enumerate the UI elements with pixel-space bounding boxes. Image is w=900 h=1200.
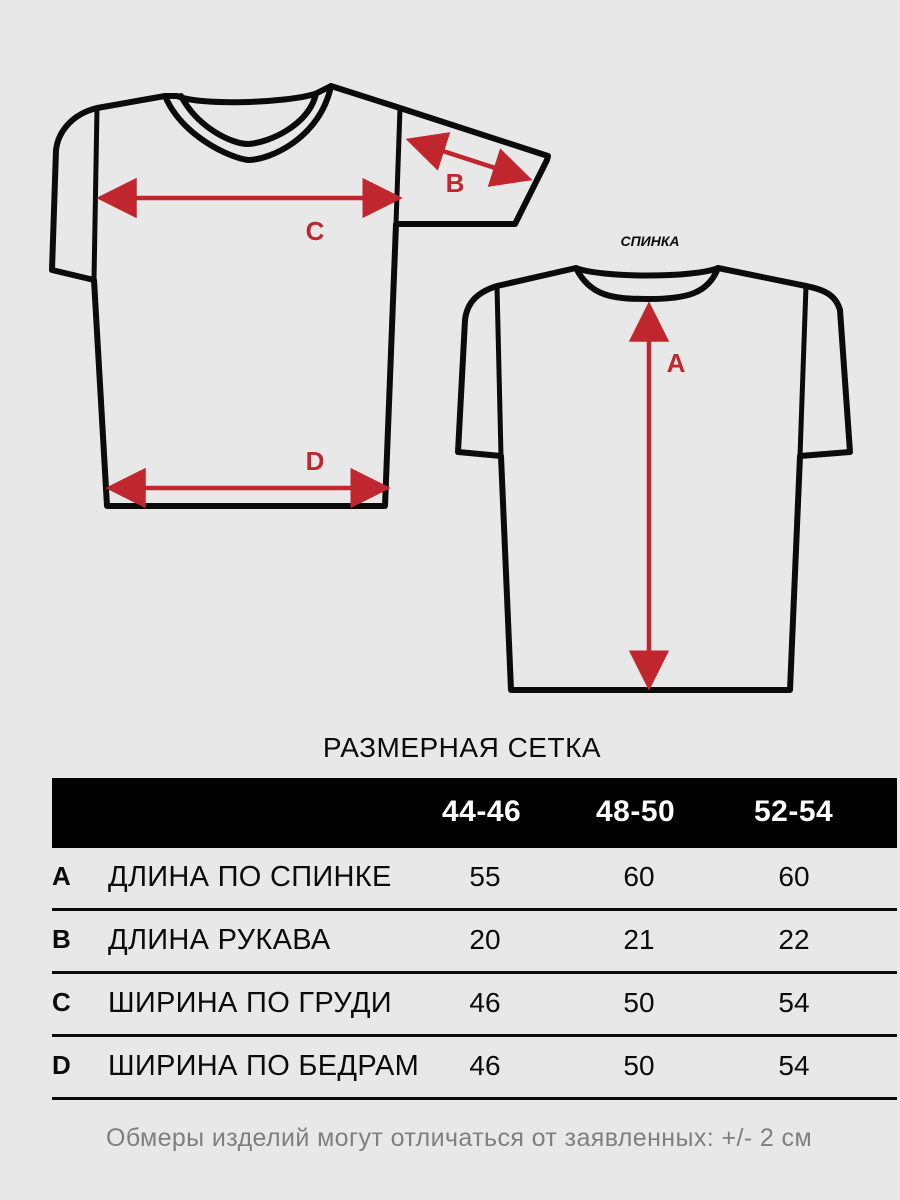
row-letter: A <box>52 861 71 891</box>
marker-a: A <box>666 348 686 378</box>
row-value: 21 <box>623 924 655 955</box>
row-letter: C <box>52 987 71 1017</box>
row-value: 54 <box>778 1050 810 1081</box>
row-value: 55 <box>469 861 501 892</box>
row-label: ДЛИНА РУКАВА <box>108 924 331 956</box>
row-letter: B <box>52 924 71 954</box>
row-value: 50 <box>623 987 655 1018</box>
row-value: 60 <box>778 861 810 892</box>
row-value: 60 <box>623 861 655 892</box>
row-value: 50 <box>623 1050 655 1081</box>
marker-b: B <box>445 168 465 198</box>
size-col-header: 52-54 <box>754 795 834 828</box>
size-table <box>52 778 897 1100</box>
row-value: 20 <box>469 924 501 955</box>
marker-c: C <box>305 216 325 246</box>
front-left-armhole <box>94 108 97 280</box>
table-row <box>52 1037 897 1100</box>
row-label: ШИРИНА ПО БЕДРАМ <box>108 1050 420 1082</box>
row-value: 22 <box>778 924 810 955</box>
size-chart-title: РАЗМЕРНАЯ СЕТКА <box>322 732 602 763</box>
row-value: 46 <box>469 1050 501 1081</box>
table-row <box>52 911 897 974</box>
size-col-header: 48-50 <box>596 795 676 828</box>
measurement-footnote: Обмеры изделий могут отличаться от заявленных: +/- 2 см <box>105 1124 813 1152</box>
tshirt-back <box>458 233 850 690</box>
row-value: 54 <box>778 987 810 1018</box>
row-label: ШИРИНА ПО ГРУДИ <box>108 987 392 1019</box>
table-row <box>52 848 897 911</box>
back-label: СПИНКА <box>620 233 680 249</box>
back-outline <box>458 268 850 690</box>
row-letter: D <box>52 1050 71 1080</box>
marker-d: D <box>305 446 325 476</box>
table-row <box>52 974 897 1037</box>
size-col-header: 44-46 <box>442 795 522 828</box>
size-table-header <box>52 778 897 848</box>
row-value: 46 <box>469 987 501 1018</box>
row-label: ДЛИНА ПО СПИНКЕ <box>108 861 392 893</box>
